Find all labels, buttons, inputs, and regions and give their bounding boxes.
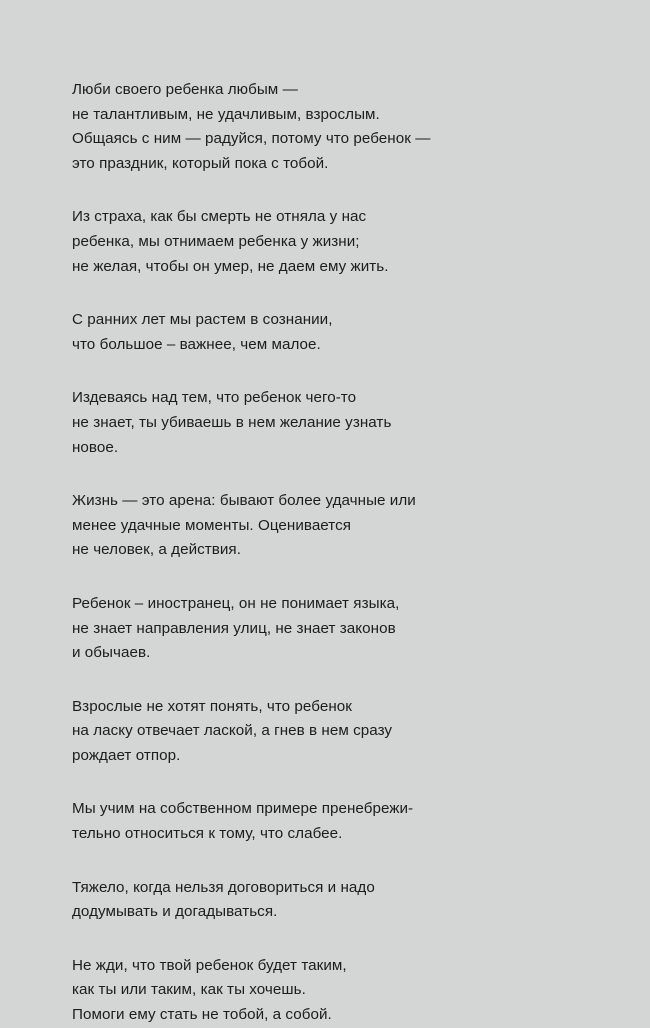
text-line: Издеваясь над тем, что ребенок чего-то [72,389,357,407]
text-line: Тяжело, когда нельзя договориться и надо [72,878,375,896]
text-line: Люби своего ребенка любым — [72,81,298,98]
text-line: ребенка, мы отнимаем ребенка у жизни; [72,232,360,250]
text-line: Общаясь с ним — радуйся, потому что ребенок — [72,130,431,148]
text-line: не знает, ты убиваешь в нем желание узнать [72,413,392,431]
text-line: и обычаев. [72,644,151,662]
text-line: тельно относиться к тому, что слабее. [72,825,343,843]
stanza [72,876,578,925]
text-line: это праздник, который пока с тобой. [72,154,329,172]
text-line: не желая, чтобы он умер, не даем ему жить. [72,257,389,275]
text-line: рождает отпор. [72,746,181,764]
stanza [72,954,578,1028]
text-line: С ранних лет мы растем в сознании, [72,311,333,329]
text-line: новое. [72,438,119,456]
text-line: додумывать и догадываться. [72,903,278,921]
text-line: Мы учим на собственном примере пренебрежи- [72,800,414,818]
stanza [72,205,578,279]
text-line: Не жди, что твой ребенок будет таким, [72,956,347,974]
text-line: менее удачные моменты. Оценивается [72,516,352,534]
stanza [72,308,578,357]
text-line: Взрослые не хотят понять, что ребенок [72,697,352,715]
text-line: как ты или таким, как ты хочешь. [72,981,306,999]
stanza [72,592,578,666]
text-line: на ласку отвечает лаской, а гнев в нем сразу [72,722,393,740]
stanza [72,797,578,846]
stanza [72,489,578,563]
text-line: что большое – важнее, чем малое. [72,335,321,353]
text-line: не человек, а действия. [72,541,241,559]
text-line: Из страха, как бы смерть не отняла у нас [72,208,367,226]
text-line: не талантливым, не удачливым, взрослым. [72,105,380,123]
document-text-body [72,78,578,1028]
text-line: не знает направления улиц, не знает законов [72,619,396,637]
text-line: Жизнь — это арена: бывают более удачные или [72,492,416,510]
stanza [72,78,578,176]
text-line: Ребенок – иностранец, он не понимает языка, [72,594,400,612]
text-line: Помоги ему стать не тобой, а собой. [72,1006,332,1024]
stanza [72,695,578,769]
stanza [72,386,578,460]
